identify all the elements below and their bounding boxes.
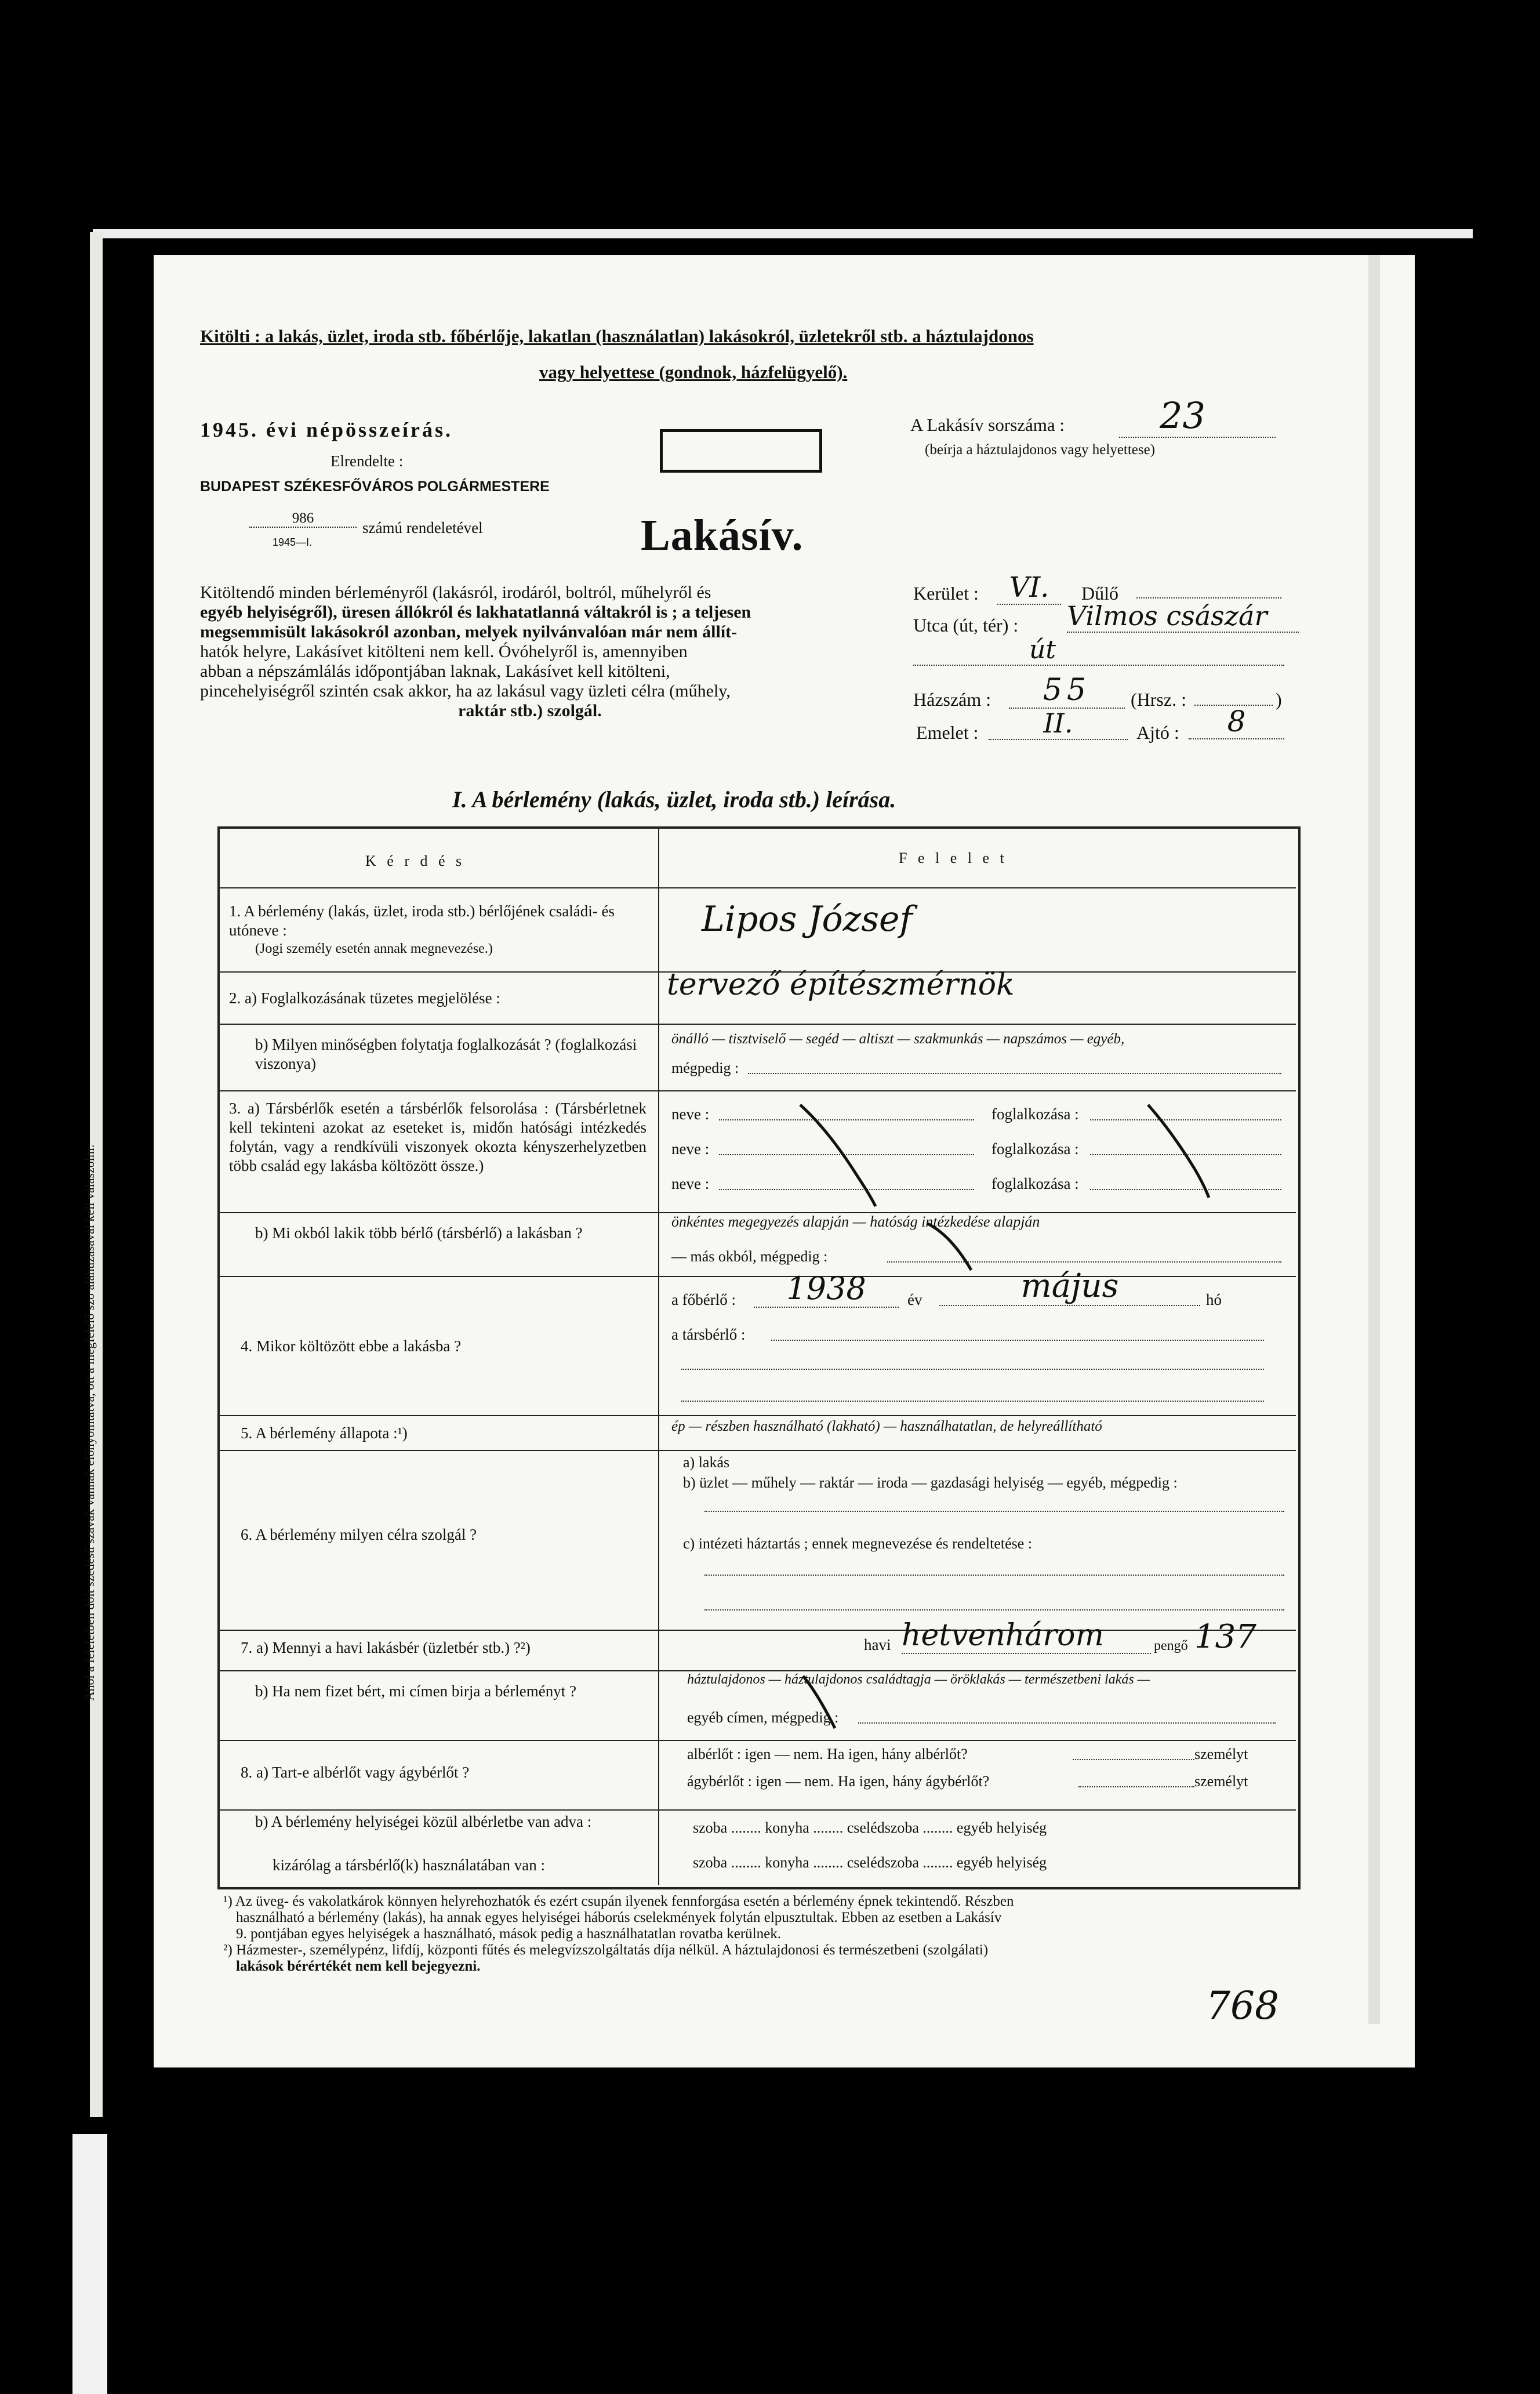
answer-3a-name-label: neve : xyxy=(671,1105,710,1123)
decree-year: 1945—I. xyxy=(273,536,313,548)
answer-3a-name-label: neve : xyxy=(671,1140,710,1158)
footnote-line: használható a bérlemény (lakás), ha annak egyes helyiségei háborús cselekmények folytán elpusztultak. Ebben az esetben a Lakásív xyxy=(236,1910,1002,1925)
row-divider xyxy=(220,1450,1296,1451)
answer-6c-field xyxy=(704,1575,1284,1576)
answer-4-month: május xyxy=(939,1267,1200,1306)
paper-strip-bottom xyxy=(72,2134,107,2394)
answer-8a-bedtenant-field xyxy=(1078,1786,1194,1787)
question-7b: b) Ha nem fizet bért, mi címen birja a bérleményt ? xyxy=(255,1682,577,1700)
answer-6b-field xyxy=(704,1511,1284,1512)
table-header-divider xyxy=(220,887,1296,888)
decree-suffix: számú rendeletével xyxy=(362,519,483,536)
row-divider xyxy=(220,1415,1296,1416)
question-1-note: (Jogi személy esetén annak megnevezése.) xyxy=(255,941,493,956)
house-label: Házszám : xyxy=(913,689,991,710)
paper-edge-top xyxy=(93,229,1473,238)
side-note: Ahol a feleletben dőlt szedésű szavak vannak előnyomtatva, ott a megfelelő szó aláhúzásával kell válaszolni. xyxy=(82,1144,97,1701)
answer-8a-subtenant-field xyxy=(1073,1759,1194,1760)
answer-4-main-label: a főbérlő : xyxy=(671,1291,736,1308)
row-divider xyxy=(220,1024,1296,1025)
instruction-line: egyéb helyiségről), üresen állókról és lakhatatlanná váltakról is ; a teljesen xyxy=(200,603,751,622)
question-8a: 8. a) Tart-e albérlőt vagy ágybérlőt ? xyxy=(241,1764,470,1781)
district-label: Kerület : xyxy=(913,583,979,604)
decree-number: 986 xyxy=(249,510,357,528)
serial-note: (beírja a háztulajdonos vagy helyettese) xyxy=(925,442,1156,458)
strike-mark-3b xyxy=(916,1212,1032,1276)
answer-5-options: ép — részben használható (lakható) — használhatatlan, de helyreállítható xyxy=(671,1419,1102,1434)
empty-stamp-box xyxy=(660,429,822,473)
row-divider xyxy=(220,1740,1296,1741)
answer-7b-field xyxy=(858,1722,1276,1724)
question-2a: 2. a) Foglalkozásának tüzetes megjelölése : xyxy=(229,989,500,1007)
question-6: 6. A bérlemény milyen célra szolgál ? xyxy=(241,1526,477,1543)
census-authority: BUDAPEST SZÉKESFŐVÁROS POLGÁRMESTERE xyxy=(200,478,550,495)
answer-6c-field xyxy=(704,1609,1284,1610)
door-label: Ajtó : xyxy=(1136,722,1179,743)
question-4: 4. Mikor költözött ebbe a lakásba ? xyxy=(241,1337,462,1355)
floor-label: Emelet : xyxy=(916,722,979,743)
answer-2a-occupation: tervező építészmérnök xyxy=(667,967,1015,1002)
answer-8a-bedtenant: ágybérlőt : igen — nem. Ha igen, hány ágybérlőt? xyxy=(687,1773,990,1790)
district-value: VI. xyxy=(997,571,1061,605)
answer-8b-shared: szoba ........ konyha ........ cselédszoba ........ egyéb helyiség xyxy=(693,1854,1047,1871)
answer-4-sub-field xyxy=(681,1401,1264,1402)
answer-7a-number: 137 xyxy=(1194,1618,1256,1656)
answer-7a-unit: pengő xyxy=(1154,1638,1188,1653)
row-divider xyxy=(220,1809,1296,1811)
header-line-1: Kitölti : a lakás, üzlet, iroda stb. főbérlője, lakatlan (használatlan) lakásokról, üzletekről stb. a háztulajdonos xyxy=(200,326,1034,346)
footnotes xyxy=(223,1894,1336,1975)
instruction-line: hatók helyre, Lakásívet kitölteni nem kell. Óvóhelyről is, amennyiben xyxy=(200,642,688,661)
footnote-line: lakások bérértékét nem kell bejegyezni. xyxy=(236,1958,481,1974)
instruction-line: Kitöltendő minden bérleményről (lakásról, irodáról, boltról, műhelyről és xyxy=(200,583,711,602)
census-title: 1945. évi népösszeírás. xyxy=(200,418,453,441)
answer-7a-prefix: havi xyxy=(864,1636,891,1653)
dulo-field xyxy=(1136,597,1281,598)
answer-3b-options: önkéntes megegyezés alapján — hatóság intézkedése alapján xyxy=(671,1213,1040,1230)
answer-7b-options: háztulajdonos — háztulajdonos családtagja — öröklakás — természetbeni lakás — xyxy=(687,1672,1150,1687)
answer-4-ho: hó xyxy=(1206,1291,1222,1308)
col-header-question: K é r d é s xyxy=(365,853,466,869)
footnote-line: 9. pontjában egyes helyiségek a használható, mások pedig a használhatatlan rovatba kerülnek. xyxy=(236,1926,781,1942)
question-8b: b) A bérlemény helyiségei közül albérletbe van adva : xyxy=(255,1813,592,1830)
strike-mark-7b xyxy=(794,1670,864,1734)
answer-6c: c) intézeti háztartás ; ennek megnevezése és rendeltetése : xyxy=(683,1535,1033,1552)
answer-2b-specify: mégpedig : xyxy=(671,1060,739,1076)
answer-2b-options: önálló — tisztviselő — segéd — altiszt — szakmunkás — napszámos — egyéb, xyxy=(671,1031,1125,1047)
serial-label: A Lakásív sorszáma : xyxy=(910,415,1065,435)
instruction-line: abban a népszámlálás időpontjában laknak, Lakásívet kell kitölteni, xyxy=(200,662,670,681)
answer-3b-other: — más okból, mégpedig : xyxy=(671,1248,828,1265)
street-value: Vilmos császár xyxy=(1067,600,1299,633)
header-line-2: vagy helyettese (gondnok, házfelügyelő). xyxy=(539,362,848,382)
question-1: 1. A bérlemény (lakás, üzlet, iroda stb.) bérlőjének családi- és utóneve : xyxy=(229,902,615,939)
strike-marks-3a xyxy=(667,1090,1296,1212)
answer-4-year: 1938 xyxy=(754,1270,899,1308)
hrsz-close: ) xyxy=(1276,689,1282,710)
section-title: I. A bérlemény (lakás, üzlet, iroda stb.) leírása. xyxy=(452,786,896,812)
answer-3a-job-label: foglalkozása : xyxy=(991,1175,1079,1192)
answer-6b: b) üzlet — műhely — raktár — iroda — gazdasági helyiség — egyéb, mégpedig : xyxy=(683,1474,1178,1491)
question-5: 5. A bérlemény állapota :¹) xyxy=(241,1424,408,1442)
answer-4-sub-field xyxy=(771,1340,1264,1341)
question-7a: 7. a) Mennyi a havi lakásbér (üzletbér stb.) ?²) xyxy=(241,1639,531,1656)
answer-8a-subtenant: albérlőt : igen — nem. Ha igen, hány albérlőt? xyxy=(687,1746,968,1762)
instructions-block xyxy=(200,583,884,721)
instruction-line: megsemmisült lakásokról azonban, melyek nyilvánvalóan már nem állít- xyxy=(200,622,738,641)
instruction-line: raktár stb.) szolgál. xyxy=(458,701,602,720)
answer-4-sub-field xyxy=(681,1369,1264,1370)
answer-3a-name-label: neve : xyxy=(671,1175,710,1192)
table-column-divider xyxy=(658,829,659,1885)
answer-3a-job-label: foglalkozása : xyxy=(991,1140,1079,1158)
instruction-line: pincehelyiségről szintén csak akkor, ha az lakásul vagy üzleti célra (műhely, xyxy=(200,681,731,701)
serial-value: 23 xyxy=(1119,394,1276,438)
answer-3a-job-label: foglalkozása : xyxy=(991,1105,1079,1123)
footnote-line: ¹) Az üveg- és vakolatkárok könnyen helyrehozhatók és ezért csupán ilyenek fennforgása esetén a bérlemény épnek tekintendő. Részben xyxy=(223,1894,1014,1909)
dulo-label: Dűlő xyxy=(1081,583,1118,604)
answer-4-sub-label: a társbérlő : xyxy=(671,1326,746,1343)
question-8b-shared: kizárólag a társbérlő(k) használatában van : xyxy=(273,1856,546,1874)
street-label: Utca (út, tér) : xyxy=(913,615,1019,636)
answer-4-ev: év xyxy=(907,1291,922,1308)
house-value: 55 xyxy=(1009,673,1125,709)
census-ordered: Elrendelte : xyxy=(330,452,404,470)
footnote-line: ²) Házmester-, személypénz, lifdíj, központi fűtés és melegvízszolgáltatás díja nélkül. A háztulajdonosi és természetbeni (szolgálati) xyxy=(223,1942,989,1958)
paper-edge-right xyxy=(1368,255,1380,2024)
answer-7b-other: egyéb címen, mégpedig : xyxy=(687,1709,839,1726)
answer-2b-field xyxy=(748,1073,1281,1074)
question-3a: 3. a) Társbérlők esetén a társbérlők felsorolása : (Társbérletnek kell tekinteni azokat az eseteket is, midőn hatósági intézkedés folytán, vagy a rendkívüli viszonyek okozta kényszerhelyzetben több család egy lakásba költözött össze.) xyxy=(229,1100,646,1174)
answer-7a-value: hetvenhárom xyxy=(902,1618,1151,1654)
question-2b: b) Milyen minőségben folytatja foglalkozását ? (foglalkozási viszonya) xyxy=(255,1036,637,1072)
corner-handwritten-note: 768 xyxy=(1206,1983,1279,2028)
street-value-2: út xyxy=(913,635,1284,666)
answer-6a: a) lakás xyxy=(683,1454,730,1471)
floor-value: II. xyxy=(989,708,1128,740)
answer-1-name: Lipos József xyxy=(702,899,913,940)
question-3b: b) Mi okból lakik több bérlő (társbérlő) a lakásban ? xyxy=(255,1224,583,1242)
form-title: Lakásív. xyxy=(641,511,804,560)
answer-8b-rented: szoba ........ konyha ........ cselédszoba ........ egyéb helyiség xyxy=(693,1819,1047,1836)
answer-8a-unit: személyt xyxy=(1194,1773,1248,1790)
answer-8a-unit: személyt xyxy=(1194,1746,1248,1762)
hrsz-label: (Hrsz. : xyxy=(1131,689,1186,710)
col-header-answer: F e l e l e t xyxy=(899,850,1008,866)
door-value: 8 xyxy=(1189,705,1284,739)
